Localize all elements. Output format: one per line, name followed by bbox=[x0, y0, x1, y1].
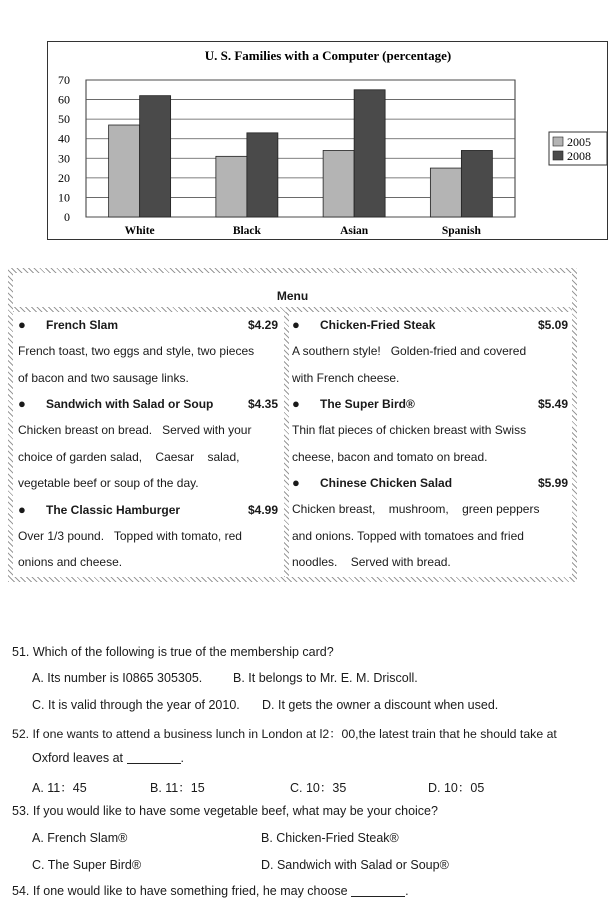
menu-item-name: Chicken-Fried Steak bbox=[320, 318, 436, 332]
menu-item-name: Chinese Chicken Salad bbox=[320, 476, 453, 490]
q52-option-c: C. 10：35 bbox=[290, 781, 347, 795]
q54-stem: 54. If one would like to have something fried, he may choose bbox=[12, 884, 348, 898]
menu-item-name: The Classic Hamburger bbox=[46, 502, 181, 517]
menu-item-description: A southern style! Golden-fried and covered bbox=[292, 344, 527, 358]
menu-item-description: choice of garden salad, Caesar salad, bbox=[18, 449, 240, 464]
y-tick-label: 60 bbox=[58, 92, 70, 107]
menu-item-heading bbox=[292, 312, 568, 338]
x-category-label: White bbox=[124, 225, 155, 237]
menu-item-name: Sandwich with Salad or Soup bbox=[46, 397, 214, 411]
x-category-label: Asian bbox=[340, 225, 369, 237]
q52-option-b: B. 11：15 bbox=[150, 781, 205, 795]
y-tick-label: 30 bbox=[58, 151, 70, 166]
menu-column-right bbox=[292, 312, 568, 576]
menu-item-description: Over 1/3 pound. Topped with tomato, red bbox=[18, 528, 242, 543]
menu-title: Menu bbox=[276, 289, 309, 303]
bar-black-2008 bbox=[247, 133, 278, 217]
menu-item-name: The Super Bird® bbox=[320, 397, 415, 411]
menu-item-description: with French cheese. bbox=[292, 370, 400, 385]
menu-item-description: Thin flat pieces of chicken breast with Swiss bbox=[292, 423, 527, 437]
q53-option-c: C. The Super Bird® bbox=[32, 858, 142, 872]
menu-item-price: $4.99 bbox=[247, 502, 278, 517]
q51-option-b: B. It belongs to Mr. E. M. Driscoll. bbox=[233, 671, 418, 685]
question-54 bbox=[12, 884, 409, 898]
q53-option-b: B. Chicken-Fried Steak® bbox=[261, 831, 399, 845]
answer-blank bbox=[127, 751, 181, 764]
menu-item-price: $4.29 bbox=[247, 318, 278, 332]
y-tick-label: 20 bbox=[58, 170, 70, 185]
x-category-label: Spanish bbox=[441, 225, 481, 237]
bullet-icon: ● bbox=[18, 317, 26, 332]
q51-option-d: D. It gets the owner a discount when used. bbox=[262, 698, 499, 712]
menu-item-heading bbox=[18, 312, 278, 338]
menu-item-heading bbox=[292, 391, 568, 417]
menu-item-price: $5.49 bbox=[537, 397, 568, 411]
menu-item-description: Chicken breast, mushroom, green peppers bbox=[292, 502, 540, 516]
chart-frame bbox=[47, 41, 608, 240]
q51-option-c: C. It is valid through the year of 2010. bbox=[32, 698, 240, 712]
menu-item-description: onions and cheese. bbox=[18, 555, 123, 569]
menu-item-description: and onions. Topped with tomatoes and fried bbox=[292, 528, 524, 543]
y-tick-label: 70 bbox=[58, 73, 70, 87]
question-52-continued bbox=[32, 751, 184, 765]
legend-label-2005: 2005 bbox=[567, 135, 591, 149]
menu-item-name: French Slam bbox=[46, 318, 119, 332]
legend-label-2008: 2008 bbox=[567, 149, 591, 163]
bar-chart bbox=[48, 42, 607, 239]
menu-item-description: of bacon and two sausage links. bbox=[18, 370, 189, 385]
y-tick-label: 40 bbox=[58, 131, 70, 146]
menu-item-price: $4.35 bbox=[247, 397, 278, 411]
menu-column-divider bbox=[284, 312, 289, 577]
q51-option-a: A. Its number is I0865 305305. bbox=[32, 671, 203, 685]
menu-item-price: $5.09 bbox=[537, 318, 568, 332]
bar-white-2008 bbox=[140, 96, 171, 217]
legend-swatch-2005 bbox=[553, 137, 563, 146]
question-51: 51. Which of the following is true of the membership card? bbox=[12, 645, 334, 659]
bar-white-2005 bbox=[109, 125, 140, 217]
menu-item-description: noodles. Served with bread. bbox=[292, 555, 451, 569]
q52-period: . bbox=[180, 751, 184, 765]
question-53: 53. If you would like to have some vegetable beef, what may be your choice? bbox=[12, 804, 438, 818]
q52-option-d: D. 10：05 bbox=[428, 781, 485, 795]
y-tick-label: 10 bbox=[58, 190, 70, 205]
q53-option-d: D. Sandwich with Salad or Soup® bbox=[261, 858, 449, 872]
y-tick-label: 0 bbox=[64, 210, 70, 224]
menu-item-heading bbox=[292, 470, 568, 496]
menu-column-left bbox=[18, 312, 278, 576]
bullet-icon: ● bbox=[18, 396, 26, 411]
q54-period: . bbox=[405, 884, 409, 898]
menu-item-heading bbox=[18, 497, 278, 523]
bullet-icon: ● bbox=[292, 475, 300, 490]
x-category-label: Black bbox=[232, 225, 261, 237]
bar-spanish-2008 bbox=[461, 150, 492, 217]
bar-asian-2005 bbox=[323, 150, 354, 217]
bullet-icon: ● bbox=[18, 501, 26, 517]
chart-title: U. S. Families with a Computer (percentage) bbox=[204, 48, 452, 63]
question-52: 52. If one wants to attend a business lunch in London at l2：00,the latest train that he should take at bbox=[12, 727, 557, 741]
y-tick-label: 50 bbox=[58, 112, 70, 127]
q53-option-a: A. French Slam® bbox=[32, 831, 128, 845]
menu-item-description: vegetable beef or soup of the day. bbox=[18, 476, 199, 490]
q52-stem-line2: Oxford leaves at bbox=[32, 751, 124, 765]
menu-item-price: $5.99 bbox=[537, 476, 568, 490]
bar-black-2005 bbox=[216, 156, 247, 217]
menu-item-description: Chicken breast on bread. Served with your bbox=[18, 423, 252, 437]
menu-box bbox=[8, 268, 577, 582]
q52-option-a: A. 11：45 bbox=[32, 781, 87, 795]
bullet-icon: ● bbox=[292, 396, 300, 411]
menu-item-description: French toast, two eggs and style, two pieces bbox=[18, 344, 255, 358]
menu-item-description: cheese, bacon and tomato on bread. bbox=[292, 449, 488, 464]
bar-asian-2008 bbox=[354, 90, 385, 217]
menu-item-heading bbox=[18, 391, 278, 417]
answer-blank bbox=[351, 884, 405, 897]
legend-swatch-2008 bbox=[553, 151, 563, 160]
bar-spanish-2005 bbox=[430, 168, 461, 217]
bullet-icon: ● bbox=[292, 317, 300, 332]
